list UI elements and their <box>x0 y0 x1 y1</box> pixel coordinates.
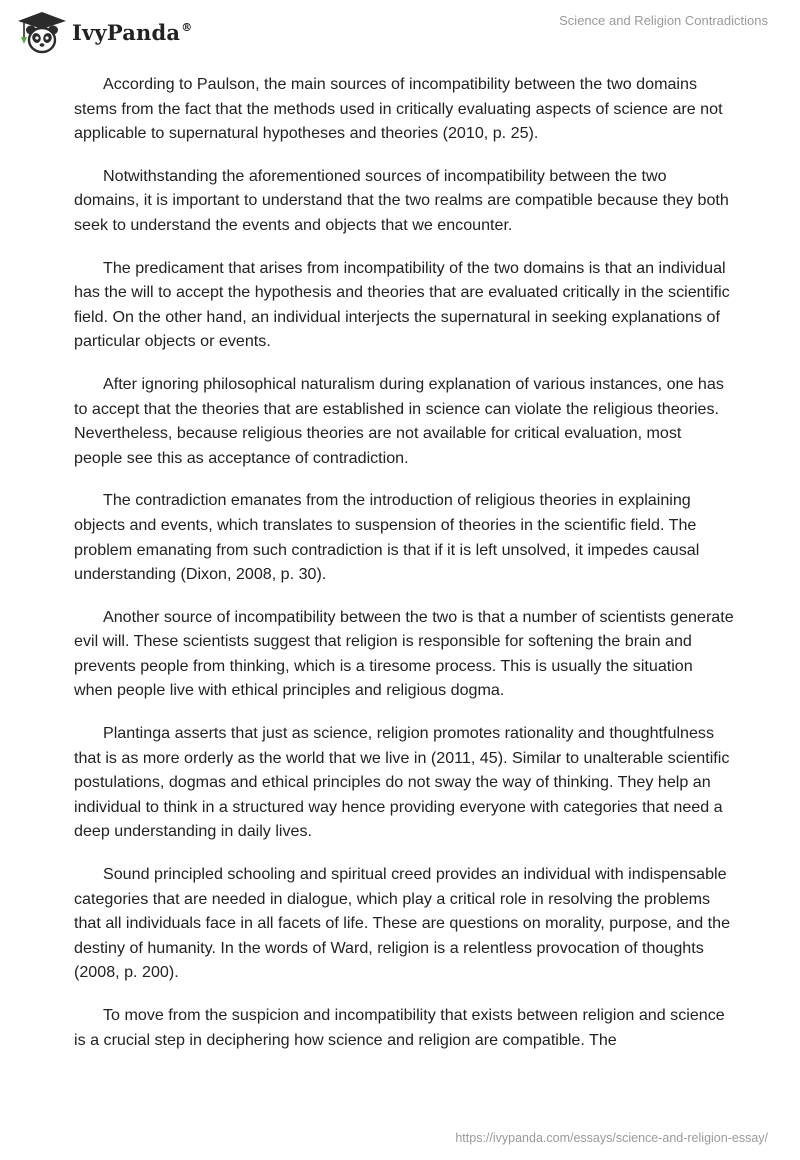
paragraph: After ignoring philosophical naturalism during explanation of various instances, one has to accept that the theories that are established in science can violate the religious theories. Nevertheless, because religious theories are not available for critical evaluation, most people see this as acceptance of contradiction. <box>74 374 724 467</box>
essay-body <box>74 72 734 1070</box>
paragraph: Another source of incompatibility between the two is that a number of scientists generate evil will. These scientists suggest that religion is responsible for softening the brain and prevents people from thinking, which is a tiresome process. This is usually the situation when people live with ethical principles and religious dogma. <box>74 607 734 700</box>
paragraph: Plantinga asserts that just as science, religion promotes rationality and thoughtfulness that is as more orderly as the world that we live in (2011, 45). Similar to unalterable scientific postulations, dogmas and ethical principles do not sway the way of thinking. They help an individual to think in a structured way hence providing everyone with categories that need a deep understanding in daily lives. <box>74 724 730 841</box>
paragraph: Sound principled schooling and spiritual creed provides an individual with indispensable categories that are needed in dialogue, which play a critical role in resolving the problems that all individuals face in all facets of life. These are questions on morality, purpose, and the destiny of humanity. In the words of Ward, religion is a relentless provocation of thoughts (2008, p. 200). <box>74 865 731 982</box>
brand-name <box>72 20 192 45</box>
source-url[interactable]: https://ivypanda.com/essays/science-and-religion-essay/ <box>455 1131 768 1145</box>
page-header <box>0 0 800 64</box>
paragraph: The contradiction emanates from the introduction of religious theories in explaining objects and events, which translates to suspension of theories in the scientific field. The problem emanating from such contradiction is that if it is left unsolved, it impedes causal understanding (Dixon, 2008, p. 30). <box>74 491 700 584</box>
document-title: Science and Religion Contradictions <box>559 13 768 28</box>
registered-mark: ® <box>181 20 193 34</box>
paragraph: To move from the suspicion and incompatibility that exists between religion and science is a crucial step in deciphering how science and religion are compatible. The <box>74 1006 725 1049</box>
panda-graduate-icon <box>12 8 68 56</box>
paragraph: Notwithstanding the aforementioned sources of incompatibility between the two domains, it is important to understand that the two realms are compatible because they both seek to understand the events and objects that we encounter. <box>74 166 729 234</box>
paragraph: The predicament that arises from incompatibility of the two domains is that an individual has the will to accept the hypothesis and theories that are evaluated critically in the scientific field. On the other hand, an individual interjects the supernatural in seeking explanations of particular objects or events. <box>74 258 730 351</box>
paragraph: According to Paulson, the main sources of incompatibility between the two domains stems from the fact that the methods used in critically evaluating aspects of science are not applicable to supernatural hypotheses and theories (2010, p. 25). <box>74 75 723 143</box>
brand-name-text: IvyPanda <box>72 19 181 45</box>
ivypanda-logo[interactable] <box>12 8 192 56</box>
